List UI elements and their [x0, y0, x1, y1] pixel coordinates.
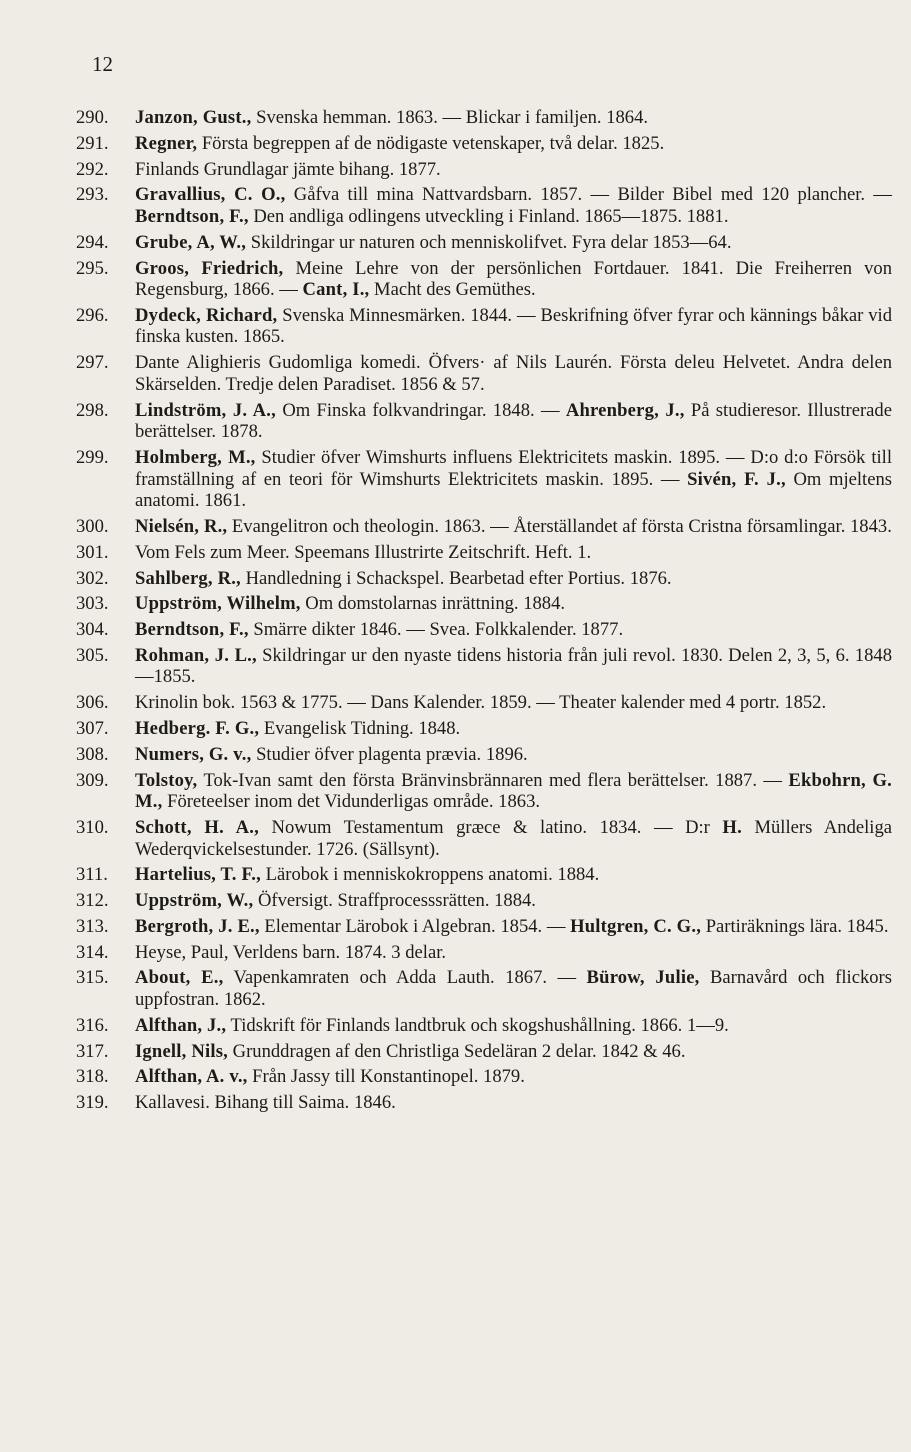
entry-number: 304. — [76, 619, 109, 641]
entry-description: Dante Alighieris Gudomliga komedi. Öfvers· af Nils Laurén. Första deleu Helvetet. Andra delen Skärselden. Tredje delen Paradiset. 1856 & 57. — [135, 352, 892, 395]
entry-number: 303. — [76, 593, 109, 615]
catalogue-entry — [76, 133, 892, 155]
entry-description: Svenska hemman. 1863. — Blickar i familjen. 1864. — [251, 107, 649, 128]
entry-author: Nielsén, R., — [135, 515, 228, 537]
entry-text — [135, 967, 892, 1010]
catalogue-entry — [76, 352, 892, 395]
entry-text — [135, 890, 892, 912]
entry-description: Barnavård och flickors uppfostran. 1862. — [135, 967, 892, 1011]
entry-author: Ahrenberg, J., — [565, 399, 685, 421]
entry-text — [135, 942, 892, 964]
entry-text — [135, 645, 892, 688]
entry-author: Sahlberg, R., — [135, 567, 241, 589]
entry-description: Müllers Andeliga Wederqvickelsestunder. 1726. (Sällsynt). — [135, 816, 892, 860]
entry-number: 301. — [76, 541, 109, 563]
entry-description: Studier öfver Wimshurts influens Elektricitets maskin. 1895. — D:o d:o Försök till framställning af en teori för Wimshurts Elektricitets maskin. 1895. — — [135, 447, 892, 490]
catalogue-entry — [76, 744, 892, 766]
entry-text — [135, 542, 892, 564]
entry-author: Regner, — [135, 132, 198, 154]
entry-description: Handledning i Schackspel. Bearbetad efter Portius. 1876. — [240, 567, 672, 589]
entry-description: Finlands Grundlagar jämte bihang. 1877. — [135, 158, 441, 180]
entry-author: About, E., — [135, 967, 224, 989]
entry-number: 310. — [76, 816, 109, 838]
catalogue-entry — [76, 447, 892, 512]
entry-description: Tidskrift för Finlands landtbruk och skogshushållning. 1866. 1—9. — [226, 1014, 729, 1036]
entry-author: Holmberg, M., — [135, 447, 256, 468]
entry-number: 317. — [76, 1040, 109, 1062]
catalogue-entry — [76, 305, 892, 348]
entry-author: Groos, Friedrich, — [135, 257, 284, 279]
entry-description: På studieresor. Illustrerade berättelser. 1878. — [135, 399, 892, 443]
entry-author: Sivén, F. J., — [687, 468, 786, 490]
catalogue-entry — [76, 1015, 892, 1037]
catalogue-entry — [76, 718, 892, 740]
entry-author: Bergroth, J. E., — [135, 915, 260, 937]
entry-author: Alfthan, A. v., — [135, 1066, 248, 1088]
entry-text — [135, 568, 892, 590]
entry-number: 302. — [76, 567, 109, 589]
entry-number: 300. — [76, 515, 109, 537]
entry-text — [135, 107, 892, 129]
entry-text — [135, 1092, 892, 1114]
entry-description: Heyse, Paul, Verldens barn. 1874. 3 delar. — [135, 941, 447, 963]
entry-description: Krinolin bok. 1563 & 1775. — Dans Kalender. 1859. — Theater kalender med 4 portr. 1852. — [135, 692, 827, 714]
entry-text — [135, 184, 892, 227]
entry-description: Skildringar ur naturen och menniskolifvet. Fyra delar 1853—64. — [246, 231, 732, 253]
entry-author: Berndtson, F., — [135, 619, 249, 641]
page-number: 12 — [92, 52, 113, 76]
entry-description: Om mjeltens anatomi. 1861. — [135, 468, 892, 512]
catalogue-entry — [76, 692, 892, 714]
catalogue-entry — [76, 942, 892, 964]
entry-number: 292. — [76, 158, 109, 180]
entry-author: Dydeck, Richard, — [135, 304, 278, 326]
entry-text — [135, 817, 892, 860]
entry-text — [135, 744, 892, 766]
catalogue-entry — [76, 232, 892, 254]
entry-description: Grunddragen af den Christliga Sedeläran 2 delar. 1842 & 46. — [228, 1040, 686, 1062]
entry-description: Kallavesi. Bihang till Saima. 1846. — [135, 1092, 396, 1114]
entry-number: 298. — [76, 399, 109, 421]
entry-number: 315. — [76, 967, 109, 989]
entry-number: 290. — [76, 107, 109, 128]
entry-text — [135, 232, 892, 254]
entry-text — [135, 447, 892, 512]
entry-text — [135, 770, 892, 813]
entry-description: Vom Fels zum Meer. Speemans Illustrirte Zeitschrift. Heft. 1. — [135, 541, 592, 563]
catalogue-entry — [76, 1092, 892, 1114]
entry-description: Vapenkamraten och Adda Lauth. 1867. — — [223, 967, 587, 989]
entry-description: Smärre dikter 1846. — Svea. Folkkalender. 1877. — [248, 619, 624, 641]
entry-description: Nowum Testamentum græce & latino. 1834. — D:r — [258, 816, 723, 838]
entry-author: Gravallius, C. O., — [135, 184, 286, 206]
entry-author: Tolstoy, — [135, 769, 198, 791]
entry-text — [135, 1066, 892, 1088]
entry-description: Meine Lehre von der persönlichen Fortdauer. 1841. Die Freiherren von Regensburg, 1866. — — [135, 257, 893, 301]
entry-number: 293. — [76, 184, 109, 206]
entry-text — [135, 1015, 892, 1037]
catalogue-entry — [76, 967, 892, 1010]
entry-number: 295. — [76, 257, 109, 279]
entry-number: 297. — [76, 352, 109, 374]
entry-text — [135, 864, 892, 886]
entry-author: Numers, G. v., — [135, 743, 252, 765]
entry-text — [135, 718, 892, 740]
catalogue-entry — [76, 645, 892, 688]
catalogue-entry — [76, 107, 892, 129]
entry-number: 313. — [76, 915, 109, 937]
entry-description: Evangelitron och theologin. 1863. — Återställandet af första Cristna församlingar. 1843. — [227, 515, 892, 537]
entry-author: Uppström, Wilhelm, — [135, 593, 301, 615]
entry-description: Gåfva till mina Nattvardsbarn. 1857. — Bilder Bibel med 120 plancher. — — [285, 184, 892, 206]
entry-description: Första begreppen af de nödigaste vetenskaper, två delar. 1825. — [197, 132, 665, 154]
catalogue-entry — [76, 1041, 892, 1063]
entry-number: 291. — [76, 132, 109, 154]
entry-description: Företeelser inom det Vidunderligas område. 1863. — [162, 791, 541, 813]
catalogue-entry — [76, 184, 892, 227]
entry-author: Hultgren, C. G., — [570, 915, 702, 937]
entry-description: Öfversigt. Straffprocesssrätten. 1884. — [253, 890, 536, 912]
entry-number: 305. — [76, 644, 109, 666]
entry-list — [76, 107, 892, 1118]
entry-text — [135, 305, 892, 348]
entry-text — [135, 400, 892, 443]
entry-number: 316. — [76, 1014, 109, 1036]
catalogue-entry — [76, 817, 892, 860]
entry-author: Schott, H. A., — [135, 816, 259, 838]
entry-number: 299. — [76, 447, 109, 468]
catalogue-entry — [76, 1066, 892, 1088]
entry-text — [135, 159, 892, 181]
catalogue-entry — [76, 890, 892, 912]
entry-number: 308. — [76, 743, 109, 765]
catalogue-entry — [76, 516, 892, 538]
catalogue-entry — [76, 593, 892, 615]
entry-description: Svenska Minnesmärken. 1844. — Beskrifning öfver fyrar och kännings båkar vid finska kusten. 1865. — [135, 304, 893, 348]
catalogue-entry — [76, 542, 892, 564]
entry-author: Cant, I., — [302, 279, 370, 301]
entry-number: 296. — [76, 304, 109, 326]
entry-author: Hedberg. F. G., — [135, 718, 260, 740]
entry-description: Från Jassy till Konstantinopel. 1879. — [247, 1066, 525, 1088]
entry-author: Bürow, Julie, — [586, 967, 700, 989]
entry-author: Ignell, Nils, — [135, 1040, 228, 1062]
entry-author: Grube, A, W., — [135, 231, 247, 253]
entry-author: Alfthan, J., — [135, 1014, 227, 1036]
catalogue-entry — [76, 864, 892, 886]
entry-description: Elementar Lärobok i Algebran. 1854. — — [259, 915, 571, 937]
entry-description: Studier öfver plagenta prævia. 1896. — [251, 743, 528, 765]
entry-description: Evangelisk Tidning. 1848. — [259, 718, 461, 740]
entry-text — [135, 916, 892, 938]
catalogue-entry — [76, 258, 892, 301]
entry-author: Lindström, J. A., — [135, 399, 277, 421]
entry-text — [135, 516, 892, 538]
entry-author: Janzon, Gust., — [135, 107, 252, 128]
entry-number: 309. — [76, 769, 109, 791]
entry-description: Skildringar ur den nyaste tidens historia från juli revol. 1830. Delen 2, 3, 5, 6. 1848—1855. — [135, 644, 892, 688]
entry-author: Ekbohrn, G. M., — [135, 769, 892, 813]
entry-description: Partiräknings lära. 1845. — [701, 915, 889, 937]
entry-author: H. — [722, 816, 742, 838]
entry-number: 314. — [76, 941, 109, 963]
entry-text — [135, 692, 892, 714]
entry-author: Berndtson, F., — [135, 205, 249, 227]
catalogue-entry — [76, 770, 892, 813]
entry-text — [135, 133, 892, 155]
entry-author: Rohman, J. L., — [135, 644, 257, 666]
entry-number: 318. — [76, 1066, 109, 1088]
entry-number: 294. — [76, 231, 109, 253]
catalogue-entry — [76, 400, 892, 443]
entry-description: Om Finska folkvandringar. 1848. — — [276, 399, 566, 421]
entry-number: 312. — [76, 890, 109, 912]
catalogue-entry — [76, 916, 892, 938]
entry-description: Om domstolarnas inrättning. 1884. — [300, 593, 566, 615]
catalogue-entry — [76, 159, 892, 181]
entry-description: Lärobok i menniskokroppens anatomi. 1884. — [261, 864, 600, 886]
entry-number: 311. — [76, 864, 108, 886]
entry-author: Uppström, W., — [135, 890, 254, 912]
entry-description: Tok-Ivan samt den första Bränvinsbrännaren med flera berättelser. 1887. — — [197, 769, 789, 791]
catalogue-entry — [76, 568, 892, 590]
entry-description: Macht des Gemüthes. — [369, 279, 536, 301]
entry-text — [135, 619, 892, 641]
entry-text — [135, 258, 892, 301]
entry-description: Den andliga odlingens utveckling i Finland. 1865—1875. 1881. — [248, 205, 729, 227]
catalogue-entry — [76, 619, 892, 641]
entry-number: 319. — [76, 1092, 109, 1114]
entry-author: Hartelius, T. F., — [135, 864, 261, 886]
entry-number: 306. — [76, 692, 109, 714]
entry-text — [135, 352, 892, 395]
entry-text — [135, 1041, 892, 1063]
entry-number: 307. — [76, 718, 109, 740]
entry-text — [135, 593, 892, 615]
